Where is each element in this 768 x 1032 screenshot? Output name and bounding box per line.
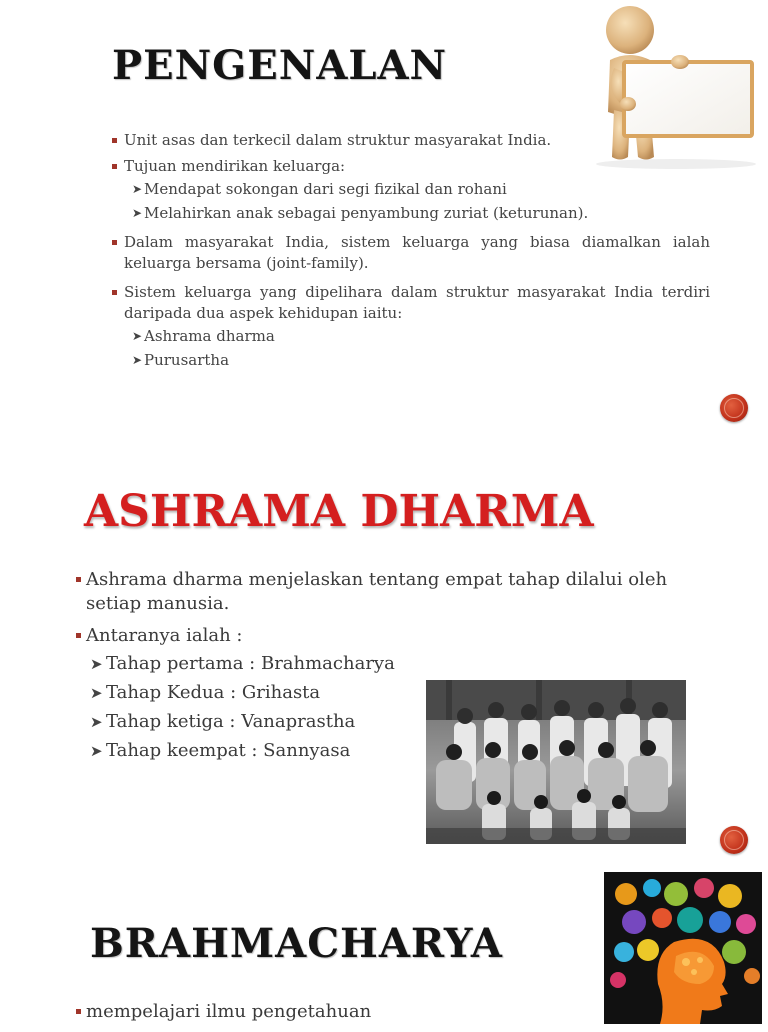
brain-knowledge-illustration (604, 872, 762, 1024)
slide-pengenalan (0, 0, 768, 432)
bullet-item: Antaranya ialah : (76, 624, 696, 648)
slide-ashrama-dharma (0, 432, 768, 864)
arrow-bullet-icon: ➤ (90, 713, 103, 731)
slide-number-dot-icon (720, 394, 748, 422)
sub-bullet-text: Tahap Kedua : Grihasta (106, 682, 321, 703)
slide-brahmacharya (0, 864, 768, 1024)
sub-bullet-text: Tahap ketiga : Vanaprastha (106, 711, 356, 732)
bullet-item: Unit asas dan terkecil dalam struktur masyarakat India. (110, 130, 710, 151)
arrow-bullet-icon: ➤ (132, 206, 143, 220)
arrow-bullet-icon: ➤ (132, 353, 143, 367)
sub-bullet-item (76, 652, 696, 676)
sub-bullet-text: Ashrama dharma (144, 327, 275, 345)
arrow-bullet-icon: ➤ (132, 182, 143, 196)
sub-bullet-item (110, 203, 710, 224)
slide-number-dot-icon (720, 826, 748, 854)
slide-body (110, 130, 710, 374)
arrow-bullet-icon: ➤ (132, 329, 143, 343)
slide-title: BRAHMACHARYA (90, 920, 503, 967)
bullet-item: Dalam masyarakat India, sistem keluarga yang biasa diamalkan ialah keluarga bersama (joint-family). (110, 232, 710, 274)
arrow-bullet-icon: ➤ (90, 655, 103, 673)
sub-bullet-item (110, 350, 710, 371)
sub-bullet-text: Tahap pertama : Brahmacharya (106, 653, 395, 674)
bullet-item: Sistem keluarga yang dipelihara dalam struktur masyarakat India terdiri daripada dua aspek kehidupan iaitu: (110, 282, 710, 324)
bullet-item: Tujuan mendirikan keluarga: (110, 156, 710, 177)
bullet-item: Ashrama dharma menjelaskan tentang empat tahap dilalui oleh setiap manusia. (76, 568, 696, 616)
sub-bullet-text: Purusartha (144, 351, 230, 369)
sub-bullet-text: Mendapat sokongan dari segi fizikal dan rohani (144, 180, 507, 198)
sub-bullet-text: Melahirkan anak sebagai penyambung zuriat (keturunan). (144, 204, 589, 222)
family-group-photo (426, 680, 686, 844)
slide-title: PENGENALAN (112, 42, 448, 89)
slide-title: ASHRAMA DHARMA (84, 486, 594, 537)
bullet-item: mempelajari ilmu pengetahuan (76, 1000, 576, 1024)
arrow-bullet-icon: ➤ (90, 742, 103, 760)
sub-bullet-item (110, 179, 710, 200)
sub-bullet-text: Tahap keempat : Sannyasa (106, 740, 351, 761)
slide-body (76, 1000, 576, 1032)
arrow-bullet-icon: ➤ (90, 684, 103, 702)
sub-bullet-item (110, 326, 710, 347)
